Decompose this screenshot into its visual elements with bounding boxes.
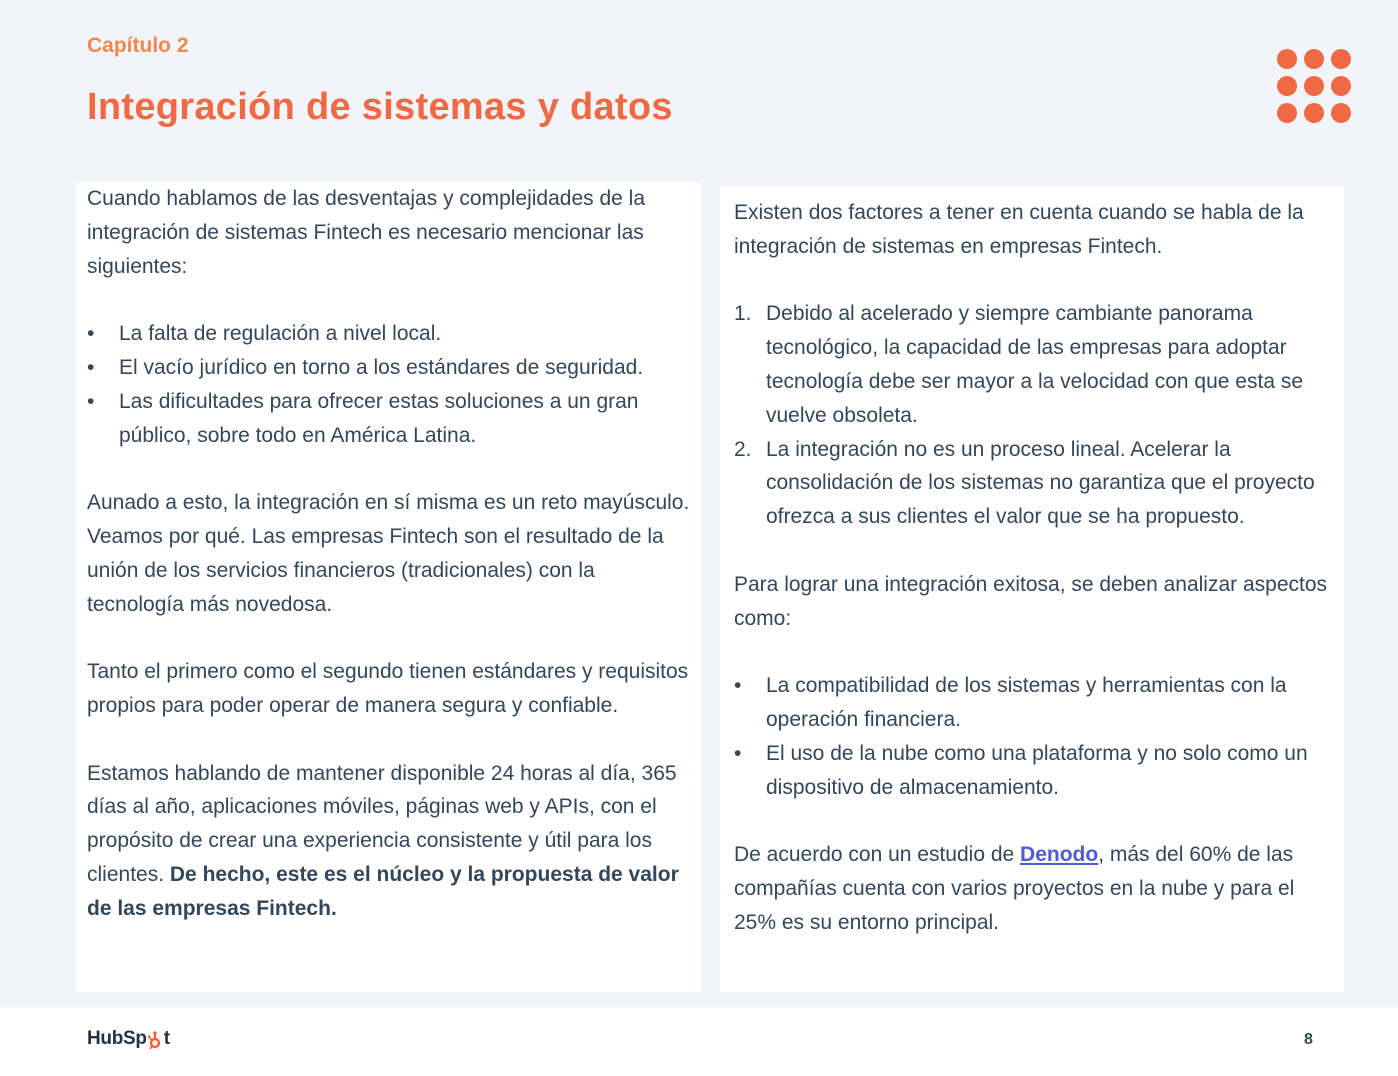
right-bullet-list <box>734 669 1330 804</box>
list-item: 1. Debido al acelerado y siempre cambiante panorama tecnológico, la capacidad de las empresas para adoptar tecnología debe ser mayor a la velocidad con que esta se vuelve obsoleta. <box>734 302 1304 427</box>
page-number: 8 <box>1304 1031 1313 1048</box>
list-item: 2. La integración no es un proceso lineal. Acelerar la consolidación de los sistemas no garantiza que el proyecto ofrezca a sus clientes el valor que se ha propuesto. <box>734 437 1315 529</box>
denodo-link[interactable]: Denodo <box>1020 843 1099 867</box>
dot-grid-icon <box>1277 49 1351 123</box>
right-numbered-list <box>734 297 1330 534</box>
list-item: • Las dificultades para ofrecer estas soluciones a un gran público, sobre todo en América Latina. <box>87 385 690 453</box>
list-item: • La falta de regulación a nivel local. <box>87 317 690 351</box>
left-column-card <box>76 182 701 992</box>
left-intro: Cuando hablamos de las desventajas y complejidades de la integración de sistemas Fintech es necesario mencionar las siguientes: <box>87 187 646 278</box>
sprocket-icon <box>148 1030 163 1048</box>
left-paragraph-4: Estamos hablando de mantener disponible 24 horas al día, 365 días al año, aplicaciones móviles, páginas web y APIs, con el propósito de crear una experiencia consistente y útil para los clientes. De hecho, este es el núcleo y la propuesta de valor de las empresas Fintech. <box>87 761 679 920</box>
right-intro: Existen dos factores a tener en cuenta cuando se habla de la integración de sistemas en empresas Fintech. <box>734 201 1304 258</box>
hubspot-logo: HubSp t <box>87 1028 170 1049</box>
right-column-card <box>720 186 1344 992</box>
left-paragraph-2: Aunado a esto, la integración en sí misma es un reto mayúsculo. Veamos por qué. Las empresas Fintech son el resultado de la unión de los servicios financieros (tradicionales) con la tecnología más novedosa. <box>87 491 690 616</box>
list-item: • La compatibilidad de los sistemas y herramientas con la operación financiera. <box>734 669 1330 737</box>
list-item: • El uso de la nube como una plataforma y no solo como un dispositivo de almacenamiento. <box>734 737 1330 805</box>
left-bullet-list <box>87 317 690 452</box>
right-paragraph-2: Para lograr una integración exitosa, se deben analizar aspectos como: <box>734 572 1328 630</box>
right-paragraph-3: De acuerdo con un estudio de Denodo, más del 60% de las compañías cuenta con varios proyectos en la nube y para el 25% es su entorno principal. <box>734 843 1295 934</box>
list-item: • El vacío jurídico en torno a los estándares de seguridad. <box>87 351 690 385</box>
chapter-label: Capítulo 2 <box>87 34 189 57</box>
page-title: Integración de sistemas y datos <box>87 86 673 128</box>
left-paragraph-3: Tanto el primero como el segundo tienen estándares y requisitos propios para poder operar de manera segura y confiable. <box>87 660 689 717</box>
emphasis-text: De hecho, este es el núcleo y la propuesta de valor de las empresas Fintech. <box>87 862 679 920</box>
footer <box>0 1007 1398 1076</box>
